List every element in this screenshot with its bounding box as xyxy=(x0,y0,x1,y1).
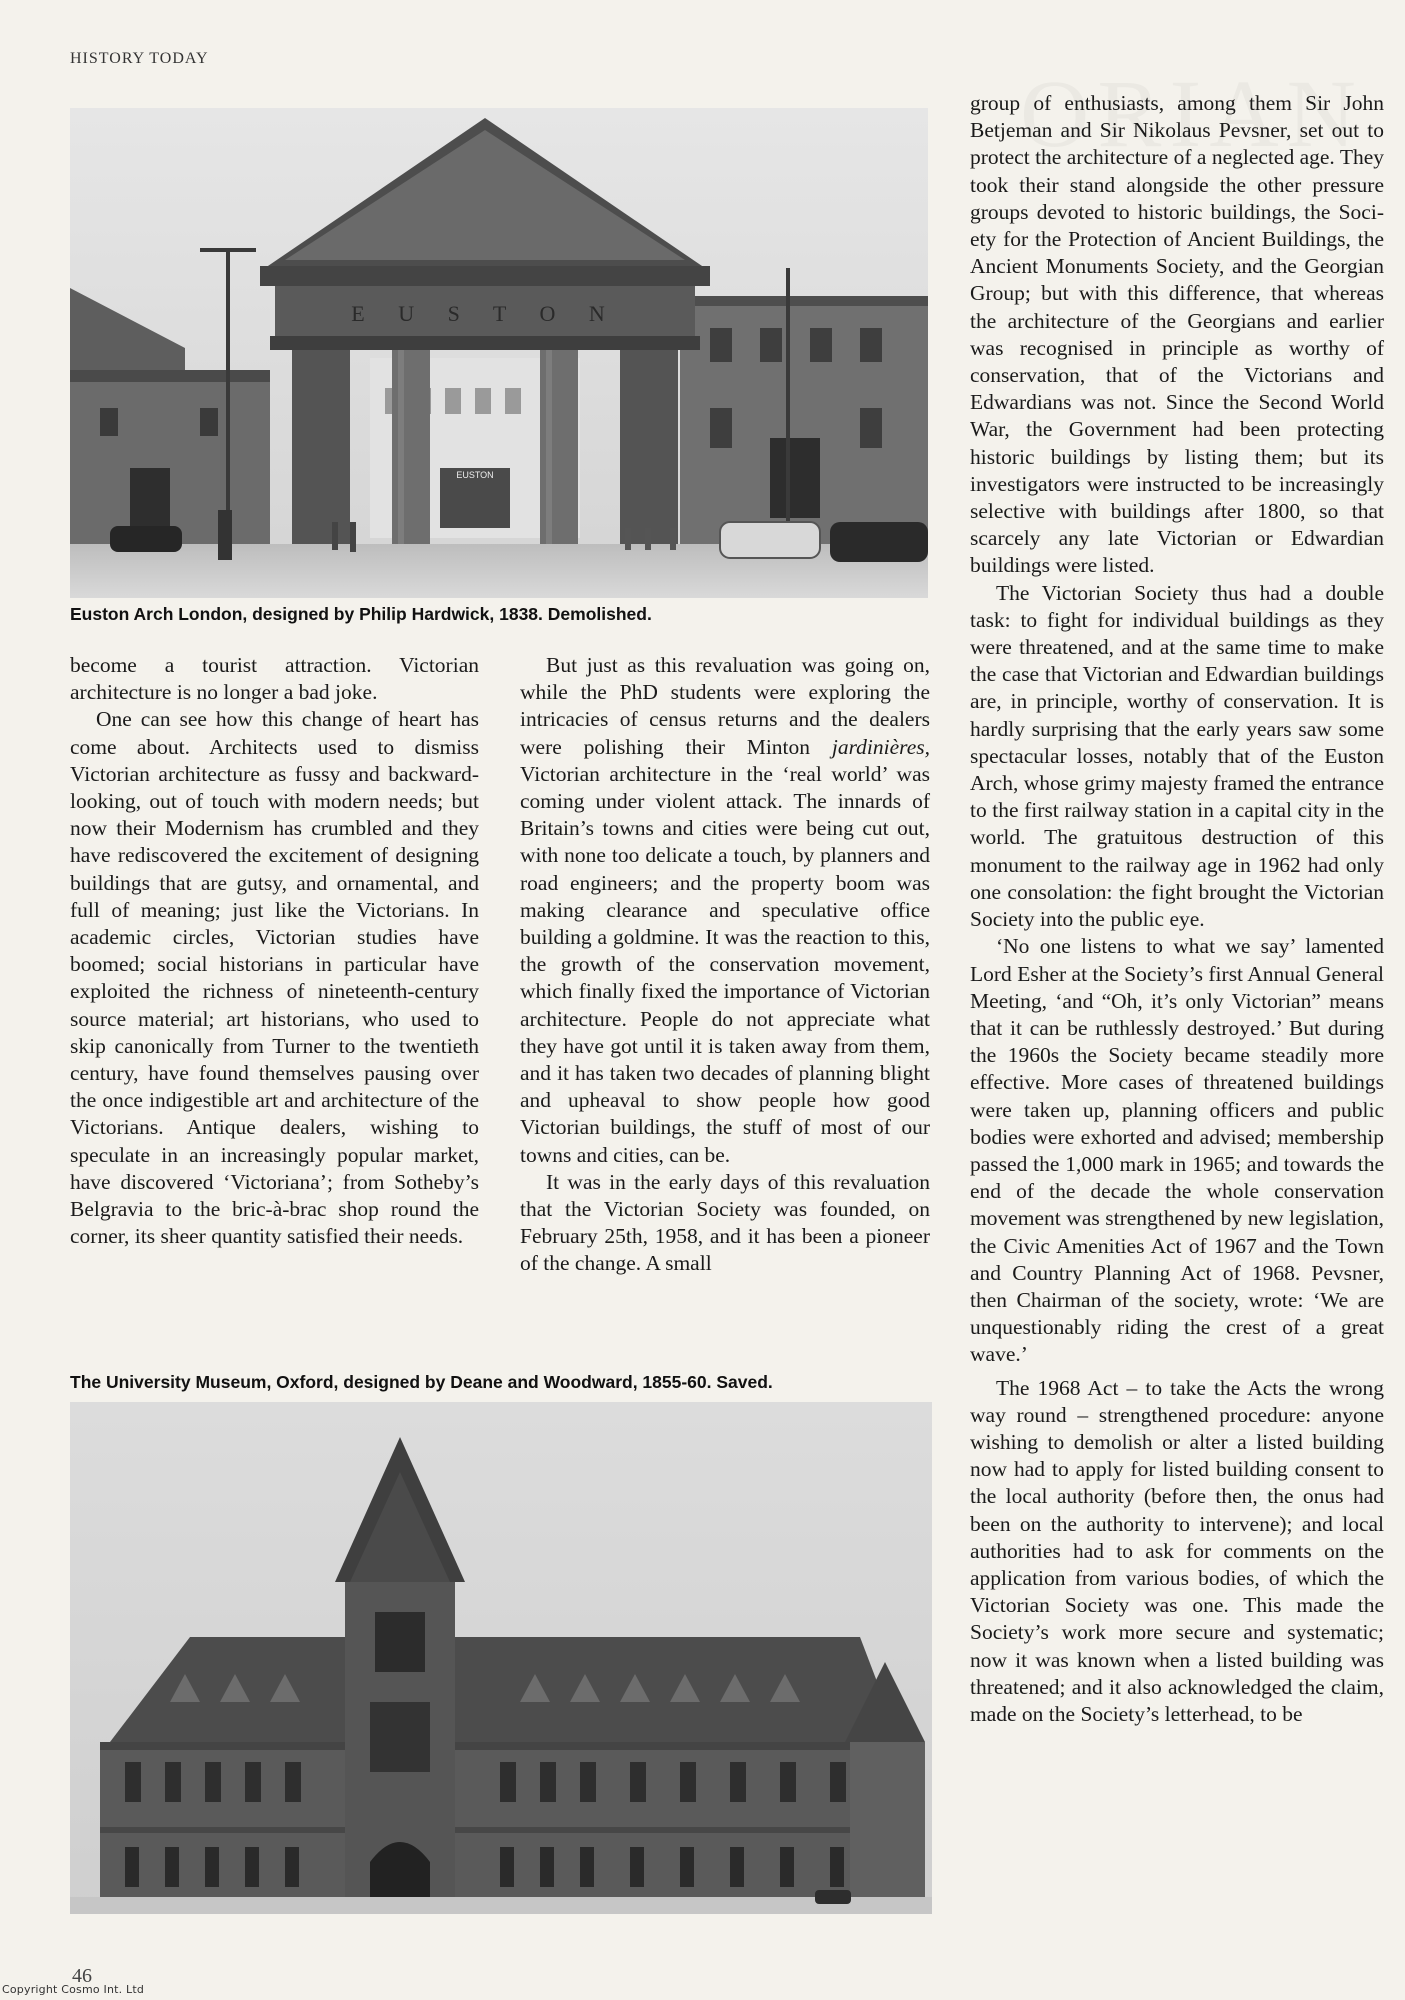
col3-paragraph-2: The Victorian Society thus had a double task: to fight for individual buildings as they were threatened, and at the same time to make the case that Victorian and Edwardian buildings are, in principle, worthy of conservation. It is hardly surprising that the early years saw some spectacular losses, notably that of the Euston Arch, whose grimy majesty framed the entrance to the first railway station in a capital city in the world. The gratuitous destruction of this monument to the railway age in 1962 had only one consolation: the fight brought the Victorian Society into the public eye. xyxy=(970,580,1384,932)
page-number: 46 xyxy=(72,1965,92,1987)
col1-paragraph-1: become a tourist attraction. Victorian architecture is no longer a bad joke. xyxy=(70,653,479,705)
column-3 xyxy=(970,90,1384,1728)
university-museum-illustration xyxy=(70,1402,932,1914)
col3-paragraph-4: The 1968 Act – to take the Acts the wrong way round – strengthened procedure: anyone wishing to demolish or alter a listed building now had to apply for listed building consent to the local authority (before then, the onus had been on the authority to intervene); and local authorities had to ask for comments on the application from various bodies, of which the Victorian Society was one. This made the Society’s work more secure and systematic; now it was known when a listed building was threatened; and it also acknowledged the claim, made on the Society’s letterhead, to be xyxy=(970,1375,1384,1726)
euston-arch-illustration xyxy=(70,108,928,598)
col2-p1-part-b: Victorian architecture in the ‘real world’ was coming under violent attack. The innards of Britain’s towns and cities were being cut out, with none too delicate a touch, by planners and road engineers; and the property boom was making clearance and speculative office building a goldmine. It was the reaction to this, the growth of the conservation movement, which finally fixed the importance of Victorian architecture. People do not appreciate what they have got until it is taken away from them, and it has taken two decades of planning blight and upheaval to show people how good Victorian buildings, the stuff of most of our towns and cities, can be. xyxy=(520,761,930,1167)
column-2 xyxy=(520,652,930,1278)
col1-paragraph-2: One can see how this change of heart has come about. Architects used to dismiss Victorian architecture as fussy and backward-looking, out of touch with modern needs; but now their Modernism has crumbled and they have rediscovered the excitement of designing buildings that are gutsy, and ornamental, and full of meaning; just like the Victorians. In academic circles, Victorian studies have boomed; social historians in particular have exploited the richness of nineteenth-century source material; art historians, who used to skip canonically from Turner to the twentieth century, have found themselves pausing over the once indigestible art and architecture of the Victorians. Antique dealers, wishing to speculate in an increasingly popular market, have discovered ‘Victoriana’; from Sotheby’s Belgravia to the bric-à-brac shop round the corner, its sheer quantity satisfied their needs. xyxy=(70,707,479,1249)
euston-arch-photo xyxy=(70,108,928,598)
col3-paragraph-3: ‘No one listens to what we say’ lamented Lord Esher at the Society’s first Annual General Meeting, ‘and “Oh, it’s only Victorian” means that it can be ruthlessly destroyed.’ But during the 1960s the Society became steadily more effective. More cases of threatened buildings were taken up, planning officers and public bodies were exhorted and advised; membership passed the 1,000 mark in 1965; and towards the end of the decade the whole conservation movement was strengthened by new legislation, the Civic Amenities Act of 1967 and the Town and Country Planning Act of 1968. Pevsner, then Chairman of the society, wrote: ‘We are unquestionably riding the crest of a great wave.’ xyxy=(970,934,1384,1367)
col2-p1-part-a: But just as this revaluation was going on, while the PhD students were exploring the intricacies of census returns and the dealers were polishing their Minton xyxy=(520,653,930,759)
col2-p1-italic: jardinières, xyxy=(831,734,930,759)
copyright-notice: Copyright Cosmo Int. Ltd xyxy=(2,1983,145,1996)
university-museum-photo xyxy=(70,1402,932,1914)
museum-caption: The University Museum, Oxford, designed by Deane and Woodward, 1855-60. Saved. xyxy=(70,1372,773,1392)
euston-inscription: E U S T O N xyxy=(351,301,619,326)
col2-paragraph-2: It was in the early days of this revaluation that the Victorian Society was founded, on February 25th, 1958, and it has been a pioneer of the change. A small xyxy=(520,1169,930,1276)
euston-small-sign: EUSTON xyxy=(456,470,494,480)
euston-caption: Euston Arch London, designed by Philip Hardwick, 1838. Demolished. xyxy=(70,604,652,624)
column-1 xyxy=(70,652,479,1250)
running-header: HISTORY TODAY xyxy=(70,50,209,67)
col2-paragraph-1 xyxy=(520,652,930,1169)
col3-paragraph-1: group of enthusiasts, among them Sir John Betjeman and Sir Nikolaus Pevsner, set out to protect the architecture of a neglected age. They took their stand alongside the other pressure groups devoted to historic buildings, the Society for the Protection of Ancient Buildings, the Ancient Monuments Society, and the Georgian Group; but with this difference, that whereas the architecture of the Georgians and earlier was recognised in principle as worthy of conservation, that of the Victorians and Edwardians was not. Since the Second World War, the Government had been protecting historic buildings by listing them; but its investigators were instructed to be increasingly selective with buildings after 1800, so that scarcely any late Victorian or Edwardian buildings were listed. xyxy=(970,91,1384,578)
